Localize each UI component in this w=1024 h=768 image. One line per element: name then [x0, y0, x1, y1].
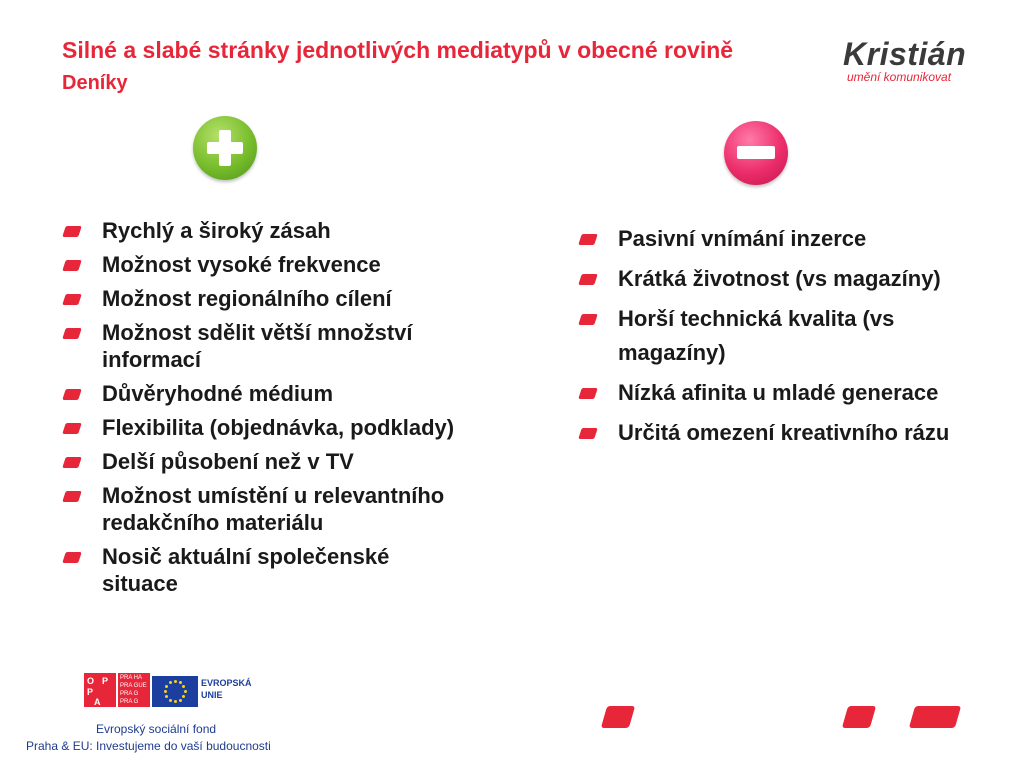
eu-flag-icon	[152, 676, 198, 707]
star-icon	[169, 681, 172, 684]
kristian-logo	[843, 38, 973, 88]
bullet-icon	[578, 314, 598, 325]
list-item	[578, 262, 978, 296]
list-item-text: Určitá omezení kreativního rázu	[618, 420, 950, 445]
slide-subtitle: Deníky	[62, 72, 128, 94]
list-item	[578, 416, 978, 450]
star-icon	[184, 690, 187, 693]
bullet-icon	[62, 457, 82, 468]
list-item-text: Možnost regionálního cílení	[102, 286, 392, 311]
list-item	[578, 222, 978, 256]
star-icon	[179, 699, 182, 702]
list-item	[62, 543, 462, 597]
list-item-text: Pasivní vnímání inzerce	[618, 226, 867, 251]
star-icon	[179, 681, 182, 684]
bullet-icon	[62, 294, 82, 305]
plus-circle-icon	[193, 116, 257, 180]
list-item-text: Možnost umístění u relevantního redakčního materiálu	[102, 483, 445, 535]
footer-fund: Evropský sociální fond	[96, 722, 217, 736]
list-item-text: Možnost sdělit větší množství informací	[102, 320, 413, 372]
list-item	[62, 285, 462, 312]
bullet-icon	[62, 491, 82, 502]
list-item-text: Nosič aktuální společenské situace	[102, 544, 390, 596]
list-item	[62, 251, 462, 278]
star-icon	[165, 685, 168, 688]
list-item	[62, 414, 462, 441]
oppa-logo	[84, 673, 150, 707]
list-item-text: Důvěryhodné médium	[102, 381, 334, 406]
list-item	[578, 302, 978, 370]
star-icon	[182, 685, 185, 688]
bullet-icon	[62, 389, 82, 400]
star-icon	[164, 690, 167, 693]
star-icon	[182, 695, 185, 698]
decorative-bar	[842, 706, 876, 728]
bullet-icon	[578, 388, 598, 399]
bullet-icon	[578, 274, 598, 285]
star-icon	[174, 680, 177, 683]
list-item-text: Krátká životnost (vs magazíny)	[618, 266, 941, 291]
list-item-text: Delší působení než v TV	[102, 449, 354, 474]
logo-tagline: umění komunikovat	[847, 70, 952, 84]
list-item	[578, 376, 978, 410]
list-item-text: Nízká afinita u mladé generace	[618, 380, 939, 405]
list-item	[62, 319, 462, 373]
list-item-text: Horší technická kvalita (vs magazíny)	[618, 306, 895, 365]
footer-slogan: Praha & EU: Investujeme do vaší budoucnosti	[26, 739, 271, 753]
bullet-icon	[62, 260, 82, 271]
decorative-bar	[601, 706, 635, 728]
list-item	[62, 448, 462, 475]
minus-circle-icon	[724, 121, 788, 185]
bullet-icon	[62, 552, 82, 563]
bullet-icon	[62, 226, 82, 237]
list-item-text: Flexibilita (objednávka, podklady)	[102, 415, 455, 440]
eu-label: EVROPSKÁ UNIE	[201, 678, 252, 700]
bullet-icon	[578, 428, 598, 439]
bullet-icon	[62, 423, 82, 434]
list-item-text: Možnost vysoké frekvence	[102, 252, 381, 277]
strengths-list	[62, 217, 462, 604]
weaknesses-list	[578, 222, 978, 456]
star-icon	[169, 699, 172, 702]
star-icon	[165, 695, 168, 698]
list-item	[62, 380, 462, 407]
oppa-letters: O P P A	[84, 673, 116, 707]
bullet-icon	[62, 328, 82, 339]
list-item	[62, 482, 462, 536]
logo-name: Kristián	[843, 36, 967, 72]
praha-logo: PRA HA PRA GUE PRA G PRA G	[118, 673, 150, 707]
star-icon	[174, 700, 177, 703]
slide-title: Silné a slabé stránky jednotlivých mediatypů v obecné rovině	[62, 37, 734, 63]
list-item-text: Rychlý a široký zásah	[102, 218, 331, 243]
bullet-icon	[578, 234, 598, 245]
list-item	[62, 217, 462, 244]
decorative-bar	[909, 706, 961, 728]
